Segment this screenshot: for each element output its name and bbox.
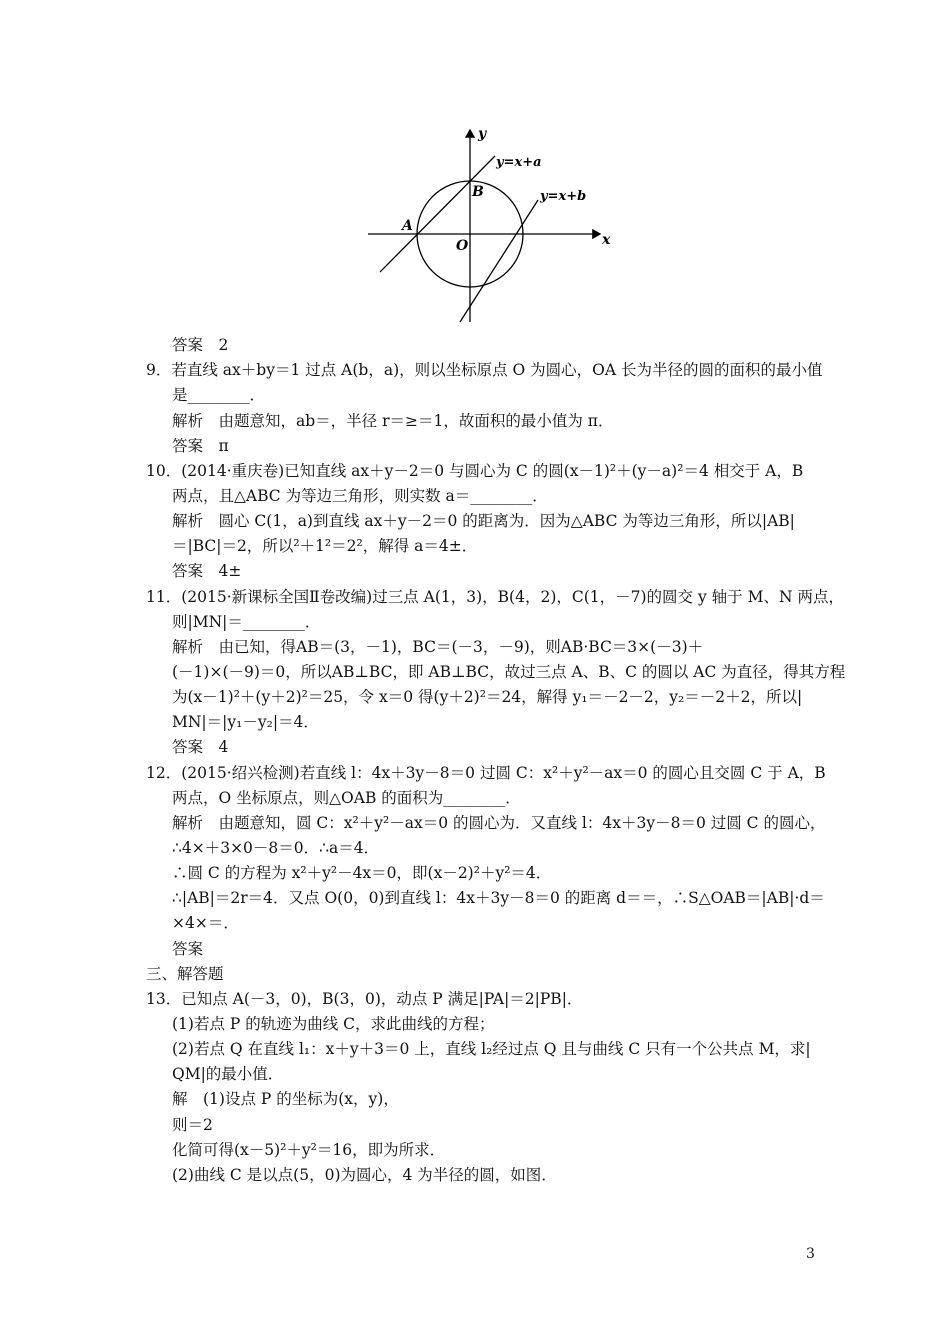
analysis-line: ∴圆 C 的方程为 x²＋y²－4x＝0，即(x－2)²＋y²＝4． — [172, 864, 552, 882]
label-point-a: A — [402, 218, 413, 234]
question-line: (1)若点 P 的轨迹为曲线 C，求此曲线的方程； — [172, 1015, 495, 1033]
analysis-line: ×4×＝． — [172, 914, 239, 932]
section-heading: 三、解答题 — [146, 965, 224, 983]
question-line: 12．(2015·绍兴检测)若直线 l：4x＋3y－8＝0 过圆 C：x²＋y²－ax＝0 的圆心且交圆 C 于 A，B — [146, 764, 826, 782]
question-line: QM|的最小值． — [172, 1065, 284, 1083]
solution-line: 则＝2 — [172, 1116, 213, 1134]
axis-y-label: y — [478, 126, 487, 142]
line-y-x-b — [460, 200, 538, 322]
answer-line: 答案 4 — [172, 738, 229, 756]
label-line-a: y=x+a — [496, 155, 542, 170]
circle-lines-figure — [360, 122, 620, 328]
question-line: 9．若直线 ax＋by＝1 过点 A(b，a)，则以坐标原点 O 为圆心，OA 长为半径的圆的面积的最小值 — [146, 361, 823, 379]
answer-line: 答案 4± — [172, 562, 242, 580]
analysis-line: (－1)×(－9)＝0，所以AB⊥BC，即 AB⊥BC，故过三点 A、B、C 的圆以 AC 为直径，得其方程 — [172, 663, 846, 681]
label-point-b: B — [472, 184, 484, 200]
answer-line: 答案 — [172, 940, 204, 958]
analysis-line: ∴|AB|＝2r＝4．又点 O(0，0)到直线 l：4x＋3y－8＝0 的距离 d＝＝，∴S△OAB＝|AB|·d＝ — [172, 889, 825, 907]
question-line: 10．(2014·重庆卷)已知直线 ax＋y－2＝0 与圆心为 C 的圆(x－1)²＋(y－a)²＝4 相交于 A，B — [146, 462, 804, 480]
label-origin: O — [456, 238, 469, 254]
page-number: 3 — [806, 1246, 815, 1262]
question-line: 两点，且△ABC 为等边三角形，则实数 a＝________． — [172, 487, 548, 505]
solution-line: 解 (1)设点 P 的坐标为(x，y)， — [172, 1090, 399, 1108]
question-line: 13．已知点 A(－3，0)，B(3，0)，动点 P 满足|PA|＝2|PB|． — [146, 990, 583, 1008]
line-y-x-a — [380, 156, 495, 272]
label-line-b: y=x+b — [540, 189, 587, 204]
analysis-line: 解析 由已知，得AB＝(3，－1)，BC＝(－3，－9)，则AB·BC＝3×(－3)＋ — [172, 638, 704, 656]
analysis-line: MN|＝|y₁－y₂|＝4． — [172, 713, 319, 731]
answer-line: 答案 2 — [172, 336, 229, 354]
answer-line: 答案 π — [172, 437, 229, 455]
question-line: 11．(2015·新课标全国Ⅱ卷改编)过三点 A(1，3)，B(4，2)，C(1，－7)的圆交 y 轴于 M、N 两点， — [146, 588, 844, 606]
analysis-line: 解析 由题意知，圆 C：x²＋y²－ax＝0 的圆心为．又直线 l：4x＋3y－8＝0 过圆 C 的圆心， — [172, 814, 826, 832]
question-line: 则|MN|＝________． — [172, 613, 321, 631]
solution-line: (2)曲线 C 是以点(5，0)为圆心，4 为半径的圆，如图． — [172, 1166, 557, 1184]
analysis-line: ＝|BC|＝2，所以²＋1²＝2²，解得 a＝4±． — [172, 537, 478, 555]
analysis-line: 解析 由题意知，ab＝，半径 r＝≥＝1，故面积的最小值为 π． — [172, 412, 614, 430]
question-line: 两点，O 坐标原点，则△OAB 的面积为________． — [172, 789, 521, 807]
analysis-line: 为(x－1)²＋(y＋2)²＝25，令 x＝0 得(y＋2)²＝24，解得 y₁＝－2－2，y₂＝－2＋2，所以| — [172, 688, 803, 706]
question-line: 是________． — [172, 386, 266, 404]
question-line: (2)若点 Q 在直线 l₁：x＋y＋3＝0 上，直线 l₂经过点 Q 且与曲线 C 只有一个公共点 M，求| — [172, 1040, 811, 1058]
analysis-line: ∴4×＋3×0－8＝0．∴a＝4． — [172, 839, 380, 857]
axis-x-label: x — [602, 232, 611, 248]
analysis-line: 解析 圆心 C(1，a)到直线 ax＋y－2＝0 的距离为．因为△ABC 为等边三角形，所以|AB| — [172, 512, 795, 530]
solution-line: 化简可得(x－5)²＋y²＝16，即为所求． — [172, 1141, 446, 1159]
